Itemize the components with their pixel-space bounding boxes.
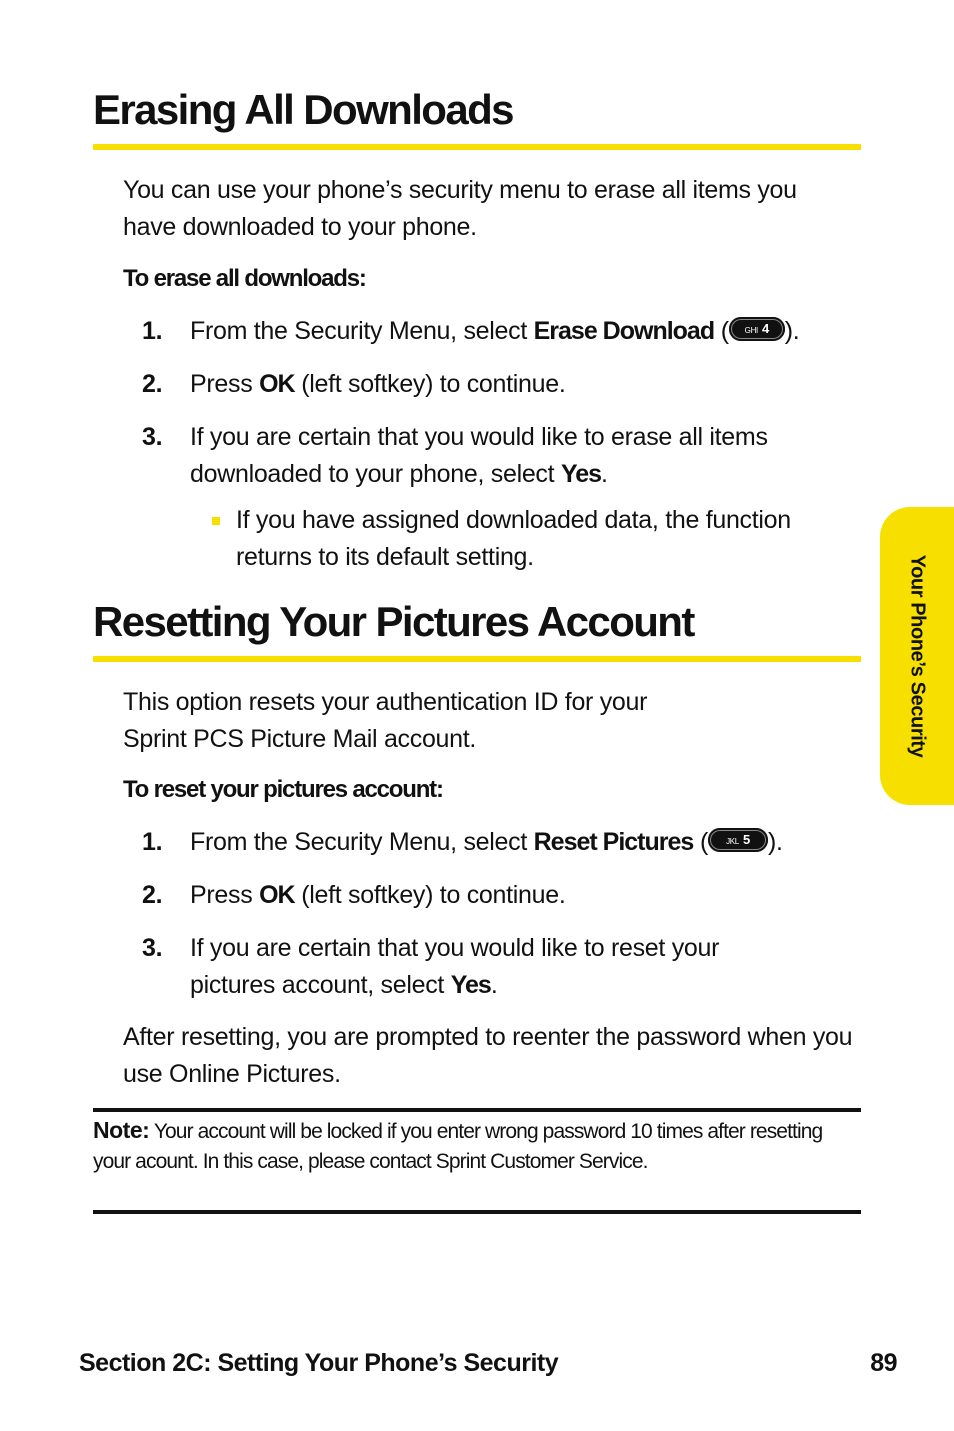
side-tab-label: Your Phone’s Security [906, 554, 929, 758]
keypad-5-icon: JKL 5 [708, 828, 768, 852]
step-number: 1. [142, 828, 163, 856]
footer-section-title: Section 2C: Setting Your Phone’s Security [79, 1349, 559, 1377]
note-label: Note: [93, 1117, 150, 1143]
step-number: 2. [142, 881, 163, 909]
step-number: 3. [142, 934, 163, 962]
note-bottom-rule [93, 1210, 861, 1214]
title-underline [93, 656, 861, 662]
page-number: 89 [870, 1349, 897, 1377]
procedure-heading: To erase all downloads: [123, 265, 366, 292]
procedure-heading: To reset your pictures account: [123, 776, 443, 803]
section-title-erasing-downloads: Erasing All Downloads [93, 86, 513, 133]
step-number: 1. [142, 317, 163, 345]
step-text: From the Security Menu, select Erase Download ( GHI 4 ). [190, 317, 800, 345]
step-text: From the Security Menu, select Reset Pictures ( JKL 5 ). [190, 828, 783, 856]
keypad-4-icon: GHI 4 [729, 317, 785, 341]
step-text: If you are certain that you would like to reset your pictures account, select Yes. [190, 934, 720, 999]
note-top-rule [93, 1108, 861, 1112]
bullet-square-icon [212, 517, 220, 525]
intro-paragraph: You can use your phone’s security menu to erase all items you have downloaded to your phone. [123, 176, 797, 241]
note-box [93, 1115, 861, 1177]
step-number: 3. [142, 423, 163, 451]
note-text: Your account will be locked if you enter wrong password 10 times after resetting your acount. In this case, please contact Sprint Customer Service. [93, 1120, 823, 1173]
intro-paragraph: This option resets your authentication ID for your Sprint PCS Picture Mail account. [123, 688, 648, 753]
step-text: If you are certain that you would like to erase all items downloaded to your phone, select Yes. [190, 423, 768, 488]
step-text: Press OK (left softkey) to continue. [190, 370, 566, 398]
after-reset-paragraph: After resetting, you are prompted to reenter the password when you use Online Pictures. [123, 1023, 853, 1088]
step-number: 2. [142, 370, 163, 398]
step-text: Press OK (left softkey) to continue. [190, 881, 566, 909]
title-underline [93, 144, 861, 150]
section-title-resetting-pictures: Resetting Your Pictures Account [93, 598, 694, 645]
bullet-note: If you have assigned downloaded data, the function returns to its default setting. [236, 506, 791, 571]
